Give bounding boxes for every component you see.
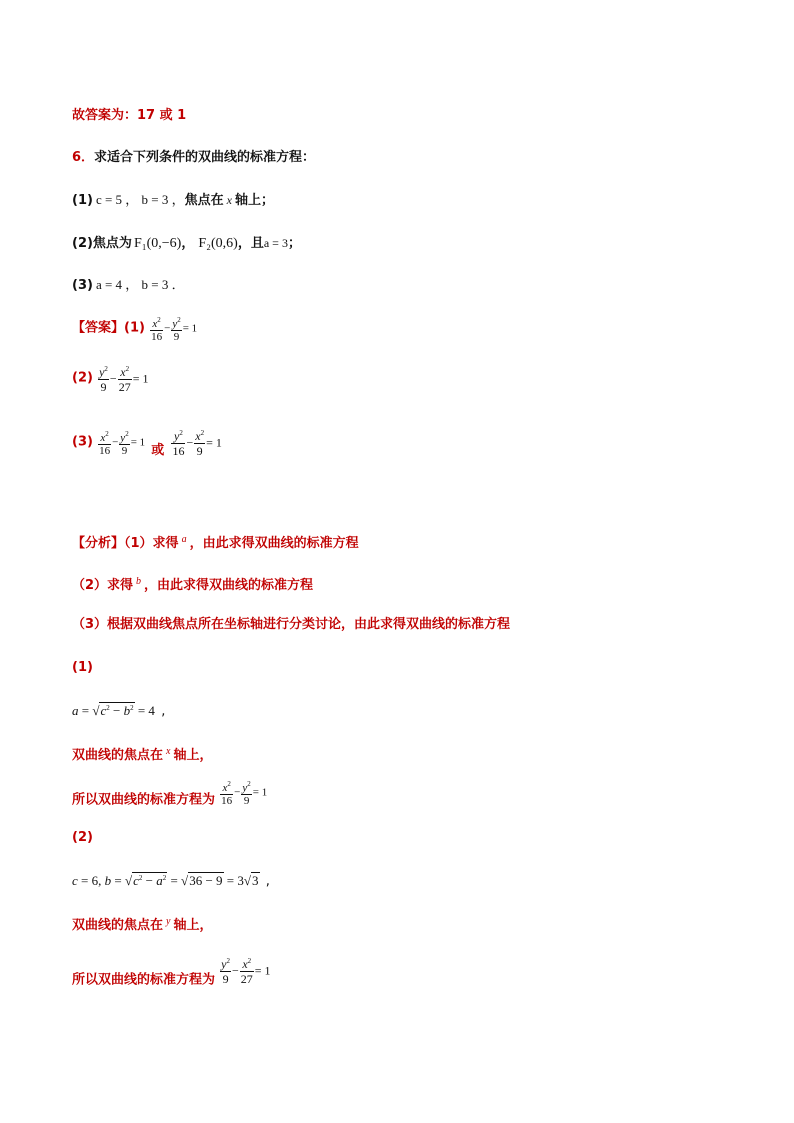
part-3-label: (3)	[72, 278, 93, 293]
question-part-1	[72, 190, 274, 211]
part-3-math: a = 4 ， b = 3 ．	[95, 277, 185, 292]
solution-2-calc: c = 6, $b = √c^2 - a^2 = √36 - 9 = 3√3$ ,	[72, 873, 270, 889]
analysis-1-suffix: ，由此求得双曲线的标准方程	[189, 536, 359, 551]
part-1-math: c = 5 ， b = 3 ，	[95, 192, 185, 207]
solution-1-focus-prefix: 双曲线的焦点在	[72, 748, 164, 763]
analysis-2-suffix: ，由此求得双曲线的标准方程	[144, 578, 314, 593]
part-2-sep: ，	[181, 236, 195, 251]
solution-2-result	[72, 950, 271, 1001]
part-2-f2: F₂(0,6)	[198, 236, 238, 251]
answer-2-equation: $\frac{y^2}{9}$ − $\frac{x^2}{27}$ = 1	[97, 371, 148, 386]
analysis-1-var: a	[181, 534, 187, 545]
solution-1-result-equation: $\frac{x^2}{16}$ − $\frac{y^2}{9}$ = 1	[221, 779, 268, 807]
answer-1-label: (1)	[124, 320, 145, 336]
analysis-1-prefix: （1）求得	[124, 536, 179, 551]
answer-tag: 【答案】	[72, 320, 125, 336]
solution-2-result-equation: $\frac{y^2}{9}$ − $\frac{x^2}{27}$ = 1	[215, 963, 271, 978]
analysis-line-3: （3）根据双曲线焦点所在坐标轴进行分类讨论，由此求得双曲线的标准方程	[72, 617, 511, 632]
question-text: 求适合下列条件的双曲线的标准方程：	[94, 150, 316, 165]
solution-2-focus-var: y	[166, 916, 171, 927]
solution-1-calc: $a = √c^2 - b^2 = 4$ ,	[72, 703, 166, 719]
question-part-3	[72, 275, 185, 296]
question-number: 6．	[72, 150, 95, 165]
analysis-line-1	[72, 530, 359, 554]
part-2-suffix: ，且	[237, 236, 264, 251]
solution-1-result	[72, 776, 267, 817]
answer-3-equation-b: $\frac{y^2}{16}$ − $\frac{x^2}{9}$ = 1	[166, 435, 222, 450]
previous-answer-line: 故答案为：17 或 1	[72, 108, 187, 123]
part-2-f1: F₁(0,−6)	[133, 236, 182, 251]
answer-1	[72, 312, 197, 345]
part-2-label: (2)焦点为	[72, 236, 132, 251]
solution-2-label: (2)	[72, 830, 93, 845]
solution-1-focus	[72, 742, 212, 766]
solution-1-focus-suffix: 轴上，	[173, 748, 213, 763]
analysis-tag: 【分析】	[72, 536, 125, 551]
part-1-label: (1)	[72, 193, 93, 208]
answer-3-label: (3)	[72, 434, 93, 450]
solution-1-result-prefix: 所以双曲线的标准方程为	[72, 792, 216, 808]
solution-2-focus-prefix: 双曲线的焦点在	[72, 918, 164, 933]
solution-1-focus-var: x	[166, 746, 171, 757]
part-1-suffix2: 轴上；	[234, 193, 274, 208]
solution-1-label: (1)	[72, 660, 93, 675]
solution-2-result-prefix: 所以双曲线的标准方程为	[72, 972, 216, 988]
answer-3-or: 或	[151, 442, 165, 458]
answer-2	[72, 360, 148, 397]
question-part-2	[72, 233, 301, 254]
answer-3	[72, 422, 222, 471]
part-2-end: ；	[287, 236, 301, 251]
analysis-2-var: b	[136, 576, 142, 587]
answer-1-equation: $\frac{x^2}{16}$ − $\frac{y^2}{9}$ = 1	[151, 315, 198, 343]
answer-2-label: (2)	[72, 370, 93, 386]
solution-2-focus-suffix: 轴上，	[173, 918, 213, 933]
question-stem	[72, 148, 315, 168]
part-2-a: a = 3	[263, 236, 288, 250]
answer-3-equation-a: $\frac{x^2}{16}$ − $\frac{y^2}{9}$ = 1	[99, 429, 146, 457]
analysis-line-2	[72, 572, 313, 596]
analysis-2-prefix: （2）求得	[72, 578, 134, 593]
part-1-var: x	[226, 193, 232, 207]
part-1-suffix: 焦点在	[184, 193, 224, 208]
solution-2-focus	[72, 912, 212, 936]
